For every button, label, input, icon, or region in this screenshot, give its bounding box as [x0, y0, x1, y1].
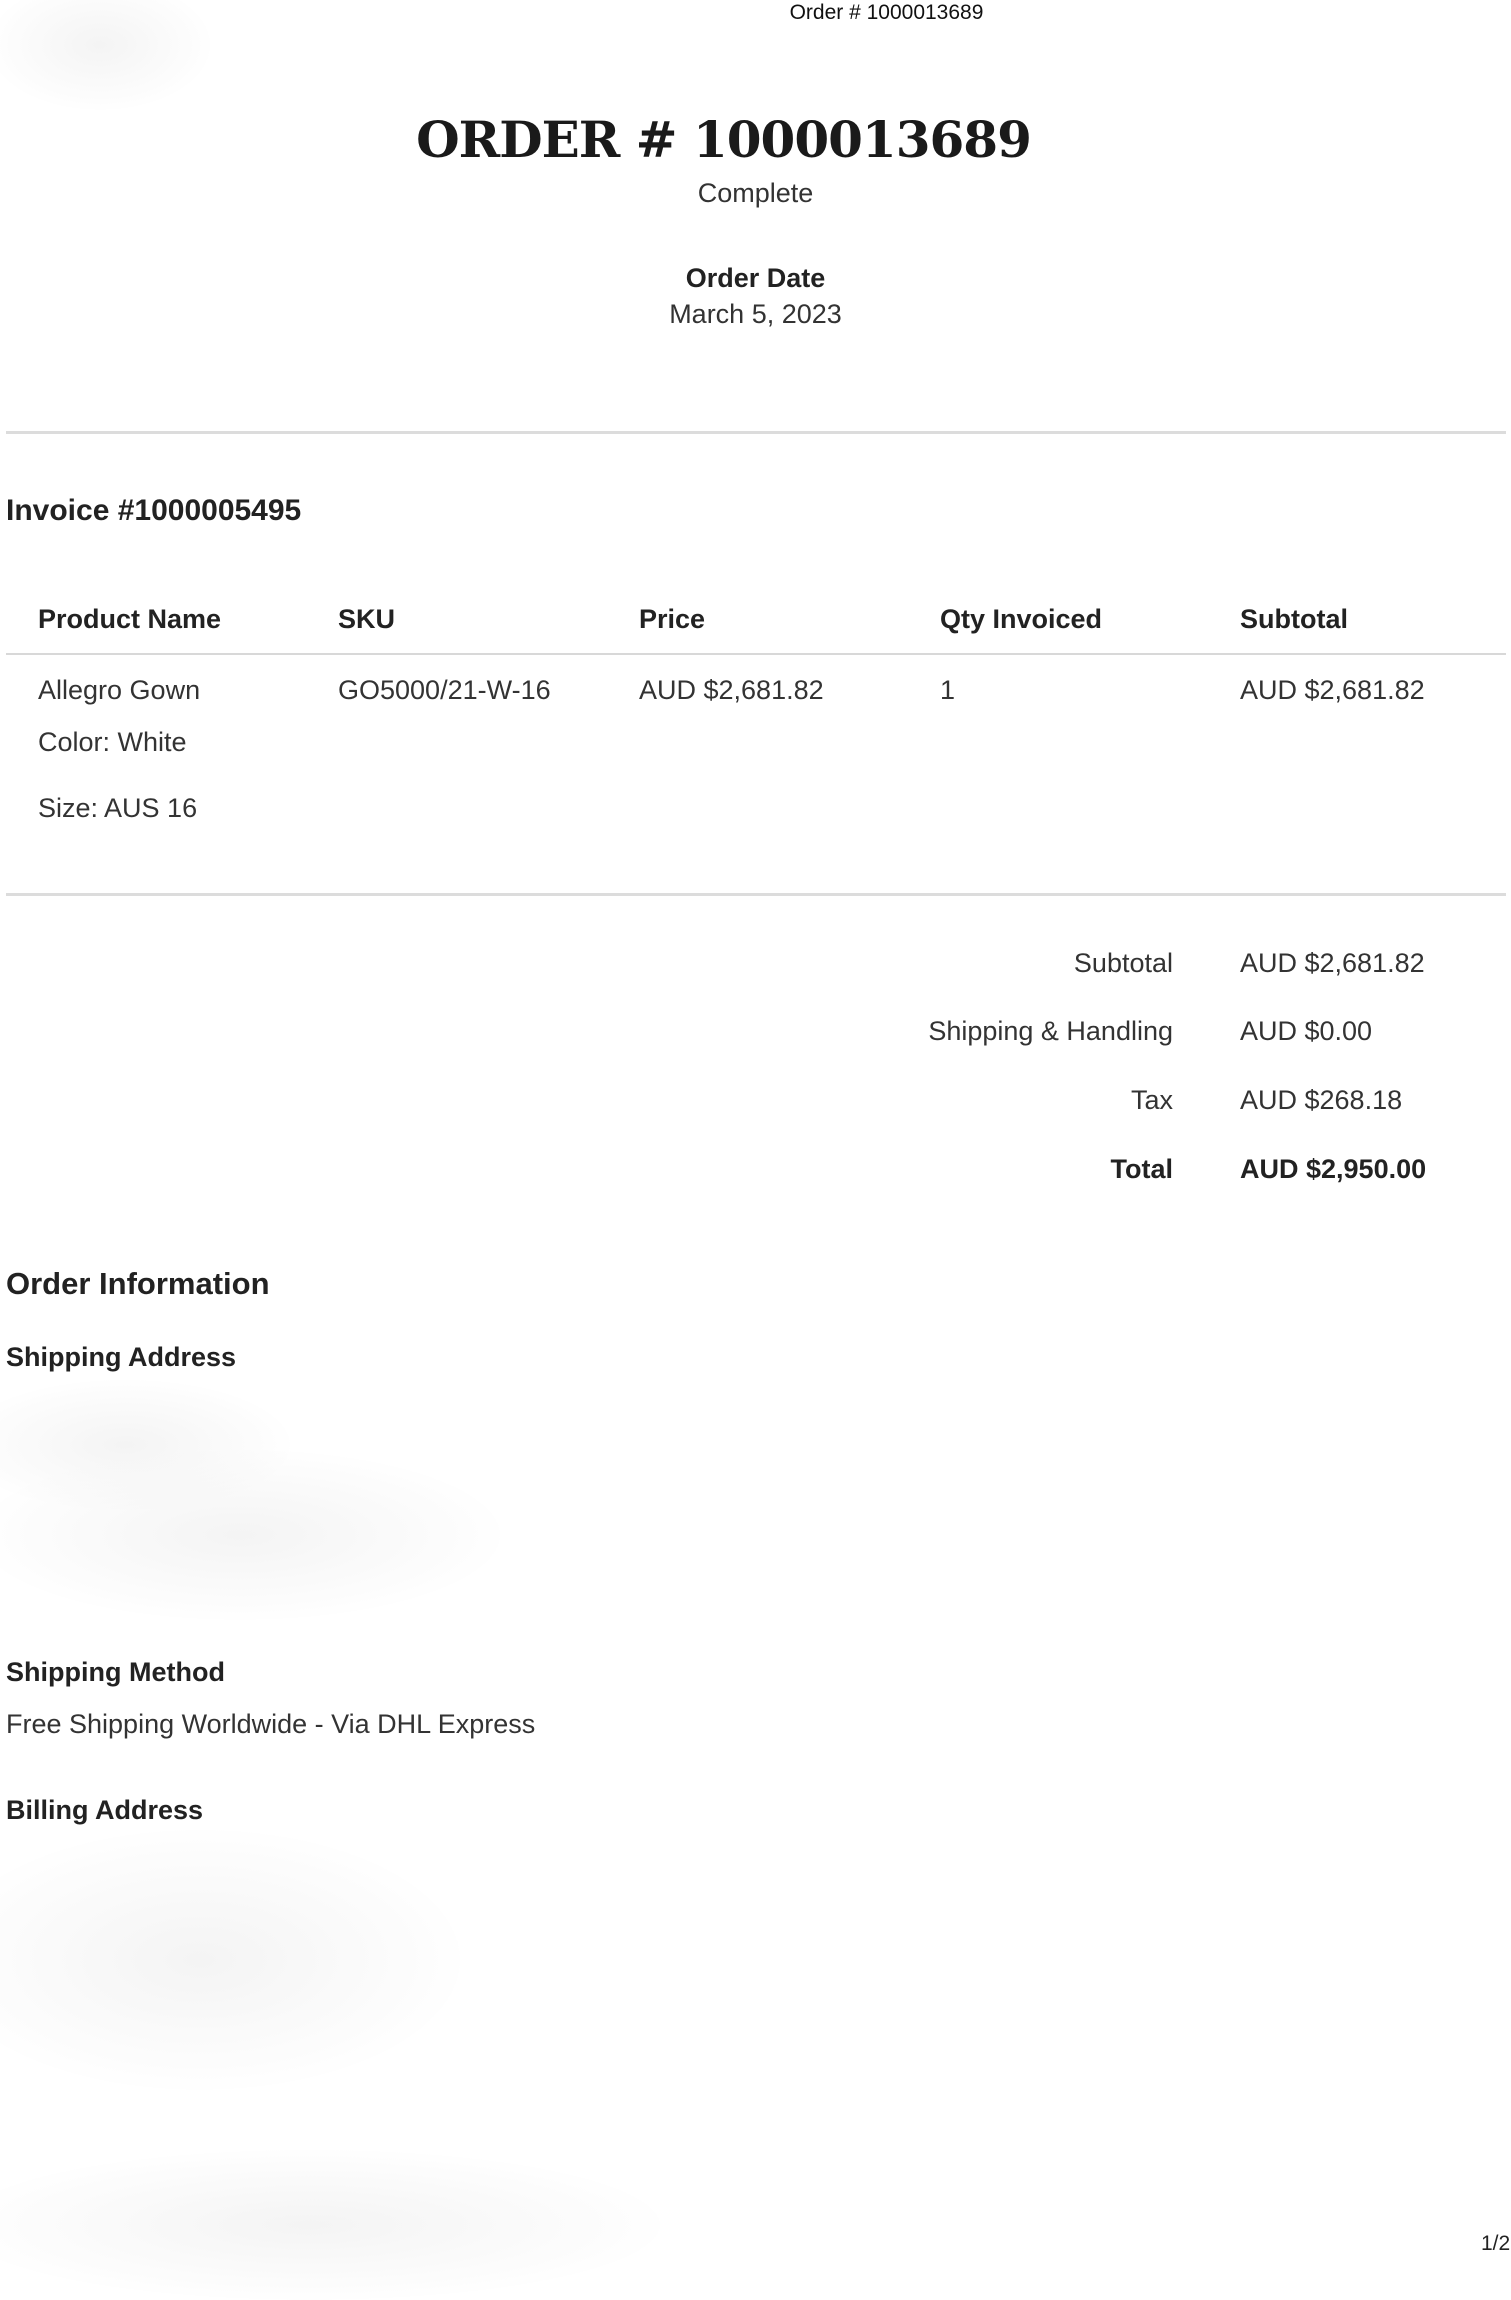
- column-header-qty-invoiced: Qty Invoiced: [940, 604, 1103, 634]
- product-subtotal: AUD $2,681.82: [1240, 675, 1425, 705]
- shipping-address-label: Shipping Address: [6, 1342, 237, 1372]
- divider-table-bottom: [6, 893, 1506, 896]
- product-sku: GO5000/21-W-16: [338, 675, 551, 705]
- table-header-rule: [6, 653, 1506, 655]
- running-header-text: Order # 1000013689: [789, 1, 984, 24]
- totals-subtotal-value: AUD $2,681.82: [1240, 948, 1425, 978]
- redacted-logo: [0, 0, 210, 110]
- totals-shipping-value: AUD $0.00: [1240, 1016, 1373, 1046]
- column-header-sku: SKU: [338, 604, 396, 634]
- totals-total-label: Total: [1110, 1154, 1173, 1184]
- order-date-label: Order Date: [685, 263, 826, 293]
- order-title: [0, 110, 1511, 169]
- product-qty: 1: [940, 675, 956, 705]
- product-option-size: Size: AUS 16: [38, 793, 198, 823]
- divider-top: [6, 431, 1506, 434]
- totals-shipping-label: Shipping & Handling: [928, 1016, 1173, 1046]
- running-header: [0, 0, 1511, 26]
- totals-tax-value: AUD $268.18: [1240, 1085, 1403, 1115]
- redacted-billing-address-2: [0, 2150, 660, 2300]
- order-title-text: ORDER # 1000013689: [416, 110, 1031, 169]
- order-date-value: March 5, 2023: [669, 299, 842, 329]
- shipping-method-label: Shipping Method: [6, 1657, 225, 1687]
- product-option-color: Color: White: [38, 727, 187, 757]
- totals-total-value: AUD $2,950.00: [1240, 1154, 1427, 1184]
- totals-tax-label: Tax: [1130, 1085, 1173, 1115]
- column-header-subtotal: Subtotal: [1240, 604, 1348, 634]
- invoice-title: Invoice #1000005495: [6, 494, 302, 527]
- column-header-price: Price: [639, 604, 706, 634]
- shipping-method-value: Free Shipping Worldwide - Via DHL Express: [6, 1709, 536, 1739]
- redacted-billing-address: [0, 1830, 460, 2090]
- billing-address-label: Billing Address: [6, 1795, 204, 1825]
- page-number: 1/2: [1481, 2232, 1511, 2255]
- redacted-shipping-address-2: [0, 1450, 500, 1620]
- product-name: Allegro Gown: [38, 675, 201, 705]
- order-information-title: Order Information: [6, 1266, 270, 1301]
- order-status: Complete: [697, 178, 814, 208]
- totals-subtotal-label: Subtotal: [1073, 948, 1173, 978]
- product-price: AUD $2,681.82: [639, 675, 824, 705]
- column-header-product-name: Product Name: [38, 604, 222, 634]
